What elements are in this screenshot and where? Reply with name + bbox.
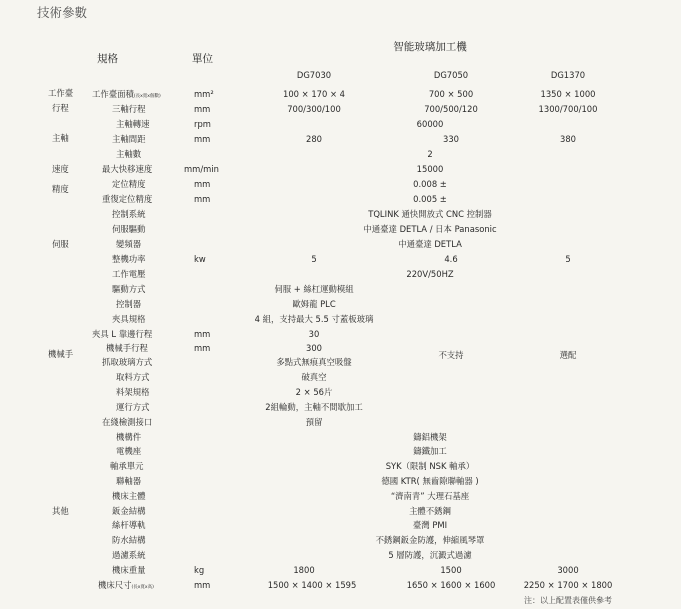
value-cell: 300 [306,343,322,353]
unit-value: mm [194,343,211,353]
value-cell: 選配 [559,350,577,360]
value-cell: 5 [565,254,571,264]
spec-header: 規格 [97,53,118,65]
spec-label: 變頻器 [116,239,142,249]
category-label: 工作臺 [48,88,74,98]
spec-label: 軸承單元 [110,461,144,471]
spec-label: 取料方式 [116,372,150,382]
value-cell: 1350 × 1000 [540,89,596,99]
value-cell: 30 [308,329,320,339]
value-cell: 2 × 56片 [295,387,333,397]
value-cell: 破真空 [301,372,327,382]
spec-label: 機械手行程 [106,343,148,353]
model-header: DG7050 [433,70,469,80]
value-cell: 5 [311,254,317,264]
value-cell: 鑄鋁機架 [413,432,447,442]
value-cell: 鑄鐵加工 [413,446,447,456]
spec-label: 防水結構 [112,535,146,545]
value-cell: 700/500/120 [424,104,478,114]
unit-value: mm [194,194,211,204]
category-label: 機械手 [48,349,74,359]
model-header: DG7030 [296,70,332,80]
spec-label: 機構件 [116,432,142,442]
value-cell: 220V/50HZ [406,269,454,279]
unit-header: 單位 [192,53,213,65]
value-cell: 280 [306,134,322,144]
value-cell: 多點式無痕真空吸盤 [276,357,352,367]
category-label: 主軸 [52,133,69,143]
category-label: 行程 [52,103,69,113]
spec-label: 鈑金結構 [112,506,146,516]
value-cell: TQLINK 通快開放式 CNC 控制器 [368,209,492,219]
value-cell: 不支持 [438,350,464,360]
value-cell: 4.6 [444,254,458,264]
value-cell: 1650 × 1600 × 1600 [406,580,496,590]
spec-label: 夾具規格 [112,314,146,324]
value-cell: 中通臺達 DETLA / 日本 Panasonic [363,224,497,234]
value-cell: 臺灣 PMI [412,520,448,530]
value-cell: 3000 [557,565,579,575]
spec-label: 重復定位精度 [102,194,153,204]
value-cell: 330 [443,134,459,144]
value-cell: 不銹鋼鈑金防護，伸縮風琴罩 [375,535,485,545]
spec-label: 抓取玻璃方式 [102,357,153,367]
spec-label: 定位精度 [112,179,146,189]
value-cell: 中通臺達 DETLA [398,239,462,249]
spec-label: 工作電壓 [112,269,146,279]
footnote: 注：以上配置表僅供參考 [524,596,612,605]
category-label: 其他 [52,506,69,516]
spec-label: 絲杆導軌 [112,520,146,530]
unit-value: mm [194,329,211,339]
unit-value: kw [194,254,206,264]
unit-value: mm [194,104,211,114]
product-title: 智能玻璃加工機 [393,41,467,53]
spec-label: 料架規格 [116,387,150,397]
value-cell: 伺服 + 絲杠運動模組 [274,284,354,294]
value-cell: 1800 [293,565,315,575]
value-cell: 2250 × 1700 × 1800 [523,580,613,590]
unit-value: mm [194,134,211,144]
value-cell: 預留 [305,417,323,427]
spec-label: 主軸間距 [112,134,146,144]
page-title: 技術參數 [37,5,88,20]
value-cell: 歐姆龍 PLC [292,299,336,309]
spec-label: 運行方式 [116,402,150,412]
spec-label: 聯軸器 [116,476,142,486]
spec-label: 最大快移速度 [102,164,153,174]
value-cell: 4 組，支持最大 5.5 寸蓋板玻璃 [254,314,374,324]
spec-label: 機床尺寸(長x寬x高) [98,580,154,590]
value-cell: 15000 [416,164,444,174]
spec-label: 整機功率 [112,254,146,264]
value-cell: 700 × 500 [428,89,474,99]
value-cell: 380 [560,134,576,144]
value-cell: 1500 × 1400 × 1595 [267,580,357,590]
spec-label: 驅動方式 [112,284,146,294]
unit-value: kg [194,565,205,575]
unit-value: mm [194,580,211,590]
value-cell: 主體不銹鋼 [409,506,451,516]
unit-value: mm² [194,89,214,99]
unit-value: mm/min [184,164,219,174]
value-cell: 700/300/100 [287,104,341,114]
category-label: 伺服 [52,239,69,249]
unit-value: mm [194,179,211,189]
category-label: 精度 [52,184,69,194]
spec-label: 三軸行程 [112,104,146,114]
spec-label: 工作臺面積(長x寬x個數) [92,89,161,99]
spec-label: 主軸轉速 [116,119,150,129]
value-cell: SYK（限制 NSK 軸承） [385,461,475,471]
value-cell: 德國 KTR( 無齒隙聯軸器 ) [381,476,479,486]
spec-label: 電機座 [116,446,142,456]
value-cell: 1300/700/100 [538,104,598,114]
spec-label: 控制系統 [112,209,146,219]
spec-label: 過濾系統 [112,550,146,560]
value-cell: 5 層防護，沉澱式過濾 [388,550,472,560]
value-cell: 100 × 170 × 4 [283,89,345,99]
spec-label: 機床重量 [112,565,146,575]
value-cell: 1500 [440,565,462,575]
spec-label: 伺服驅動 [112,224,146,234]
value-cell: 2 [427,149,433,159]
spec-label: 控制器 [116,299,142,309]
model-header: DG1370 [550,70,586,80]
spec-label: 在綫檢測接口 [102,417,153,427]
value-cell: 0.005 ± [413,194,447,204]
value-cell: 60000 [416,119,444,129]
spec-label: 夾具 L 靠邊行程 [92,329,153,339]
unit-value: rpm [194,119,211,129]
category-label: 速度 [52,164,69,174]
spec-label: 機床主體 [112,491,146,501]
spec-label: 主軸數 [116,149,142,159]
value-cell: 0.008 ± [413,179,447,189]
value-cell: “濟南青” 大理石基座 [390,491,470,501]
value-cell: 2組輪動，主軸不間歇加工 [265,402,363,412]
